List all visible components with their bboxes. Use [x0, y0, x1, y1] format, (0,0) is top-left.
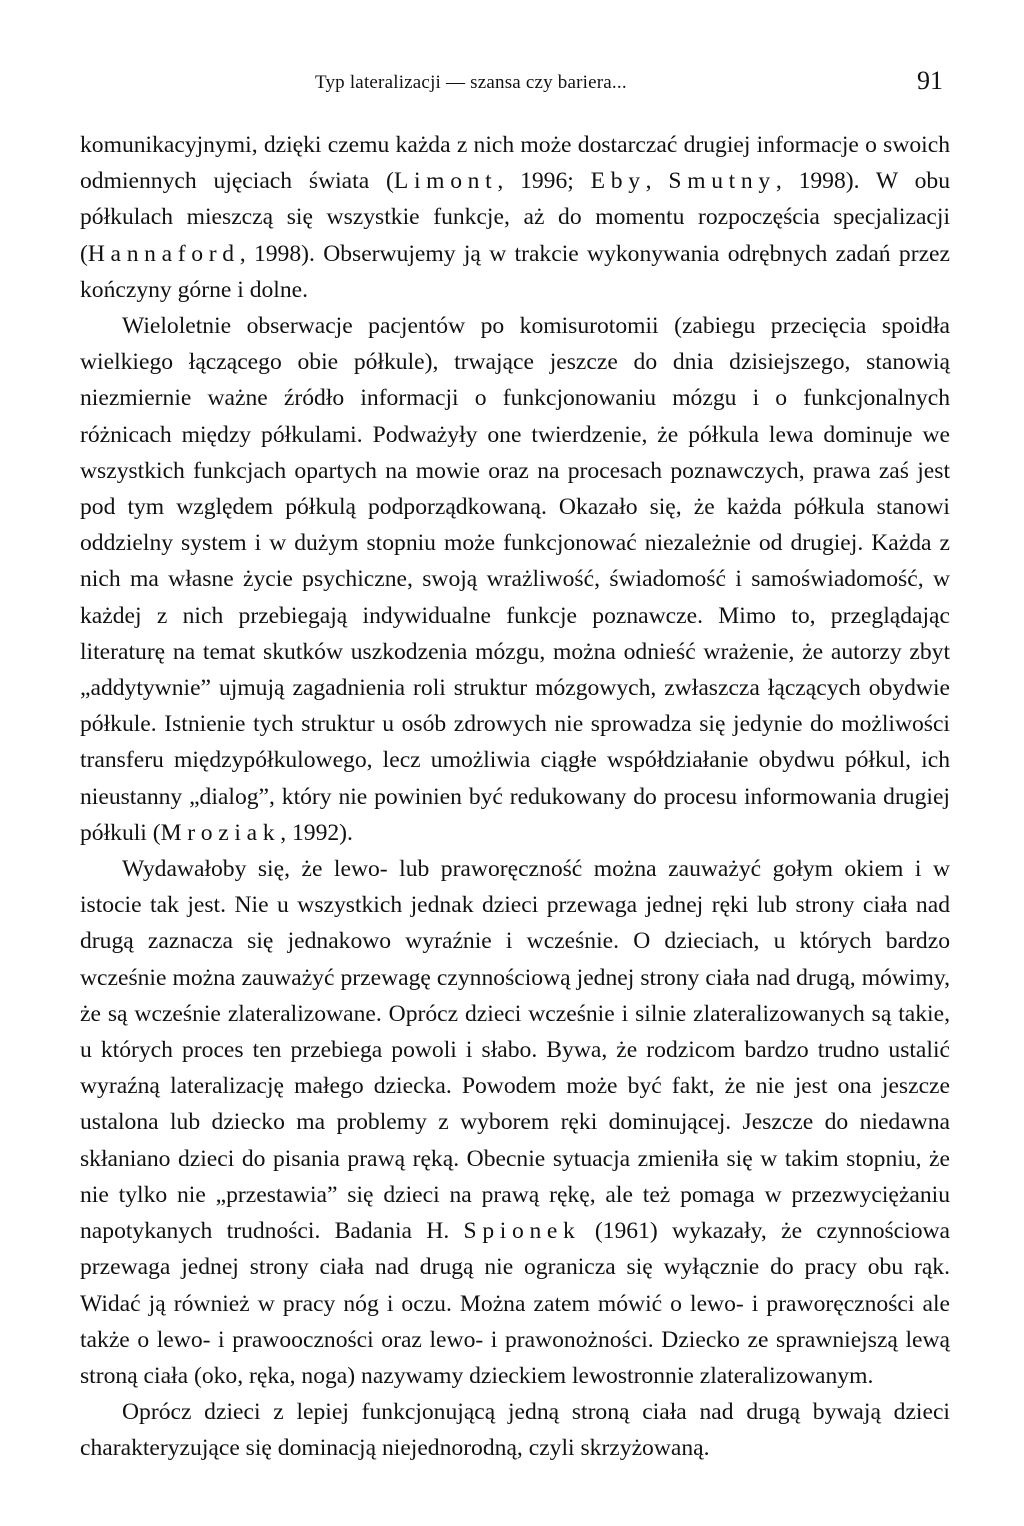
author-citation: Mroziak: [160, 819, 281, 846]
paragraph: [80, 127, 950, 308]
text-run: , 1998). Obserwujemy ją w trakcie wykonywania odrębnych zadań przez kończyny górne i dolne.: [80, 240, 950, 303]
author-citation: Spionek: [463, 1218, 581, 1245]
text-run: Wieloletnie obserwacje pacjentów po komisurotomii (zabiegu przecięcia spoidła wielkiego łączącego obie półkule), trwające jeszcze do dnia dzisiejszego, stanowią niezmiernie ważne źródło informacji o funkcjonowaniu mózgu i o funkcjonalnych różnicach między półkulami. Podważyły one twierdzenie, że półkula lewa dominuje we wszystkich funkcjach opartych na mowie oraz na procesach poznawczych, prawa zaś jest pod tym względem półkulą podporządkowaną. Okazało się, że każda półkula stanowi oddzielny system i w dużym stopniu może funkcjonować niezależnie od drugiej. Każda z nich ma własne życie psychiczne, swoją wrażliwość, świadomość i samoświadomość, w każdej z nich przebiegają indywidualne funkcje poznawcze. Mimo to, przeglądając literaturę na temat skutków uszkodzenia mózgu, można odnieść wrażenie, że autorzy zbyt „addytywnie” ujmują zagadnienia roli struktur mózgowych, zwłaszcza łączących obydwie półkule. Istnienie tych struktur u osób zdrowych nie sprowadza się jedynie do możliwości transferu międzypółkulowego, lecz umożliwia ciągłe współdziałanie obydwu półkul, ich nieustanny „dialog”, który nie powinien być redukowany do procesu informowania drugiej półkuli (: [80, 313, 950, 846]
author-citation: Hannaford: [87, 240, 240, 267]
text-run: , 1998). W obu półkulach mieszczą się wszystkie funkcje, aż do momentu rozpoczęścia specjalizacji (: [80, 168, 950, 267]
paragraph: [80, 851, 950, 1394]
text-run: komunikacyjnymi, dzięki czemu każda z nich może dostarczać drugiej informacje o swoich odmiennych ujęciach świata (: [80, 132, 950, 195]
paragraph: [80, 308, 950, 851]
text-run: Wydawałoby się, że lewo- lub praworęczność można zauważyć gołym okiem i w istocie tak jest. Nie u wszystkich jednak dzieci przewaga jednej ręki lub strony ciała nad drugą zaznacza się jednakowo wyraźnie i wcześnie. O dzieciach, u których bardzo wcześnie można zauważyć przewagę czynnościową jednej strony ciała nad drugą, mówimy, że są wcześnie zlateralizowane. Oprócz dzieci wcześnie i silnie zlateralizowanych są takie, u których proces ten przebiega powoli i słabo. Bywa, że rodzicom bardzo trudno ustalić wyraźną lateralizację małego dziecka. Powodem może być fakt, że nie jest ona jeszcze ustalona lub dziecko ma problemy z wyborem ręki dominującej. Jeszcze do niedawna skłaniano dzieci do pisania prawą ręką. Obecnie sytuacja zmieniła się w takim stopniu, że nie tylko nie „przestawia” się dzieci na prawą rękę, ale też pomaga w przezwyciężaniu napotykanych trudności. Badania H.: [80, 856, 950, 1245]
text-run: , 1996;: [497, 168, 591, 195]
running-title: Typ lateralizacji — szansa czy bariera...: [315, 72, 627, 93]
author-citation: Eby: [590, 168, 646, 195]
running-head: [0, 66, 1024, 98]
text-run: Oprócz dzieci z lepiej funkcjonującą jedną stroną ciała nad drugą bywają dzieci charakteryzujące się dominacją niejednorodną, czyli skrzyżowaną.: [80, 1399, 950, 1462]
page-number: 91: [917, 66, 943, 95]
text-run: , 1992).: [280, 819, 353, 846]
body-text: [80, 127, 950, 1467]
text-run: (1961) wykazały, że czynnościowa przewaga jednej strony ciała nad drugą nie ogranicza się wyłącznie do pracy obu rąk. Widać ją również w pracy nóg i oczu. Można zatem mówić o lewo- i praworęczności ale także o lewo- i prawooczności oraz lewo- i prawonożności. Dziecko ze sprawniejszą lewą stroną ciała (oko, ręka, noga) nazywamy dzieckiem lewostronnie zlateralizowanym.: [80, 1218, 951, 1389]
author-citation: Limont: [393, 168, 498, 195]
paragraph: [80, 1394, 950, 1466]
text-run: ,: [645, 168, 669, 195]
author-citation: Smutny: [668, 168, 776, 195]
